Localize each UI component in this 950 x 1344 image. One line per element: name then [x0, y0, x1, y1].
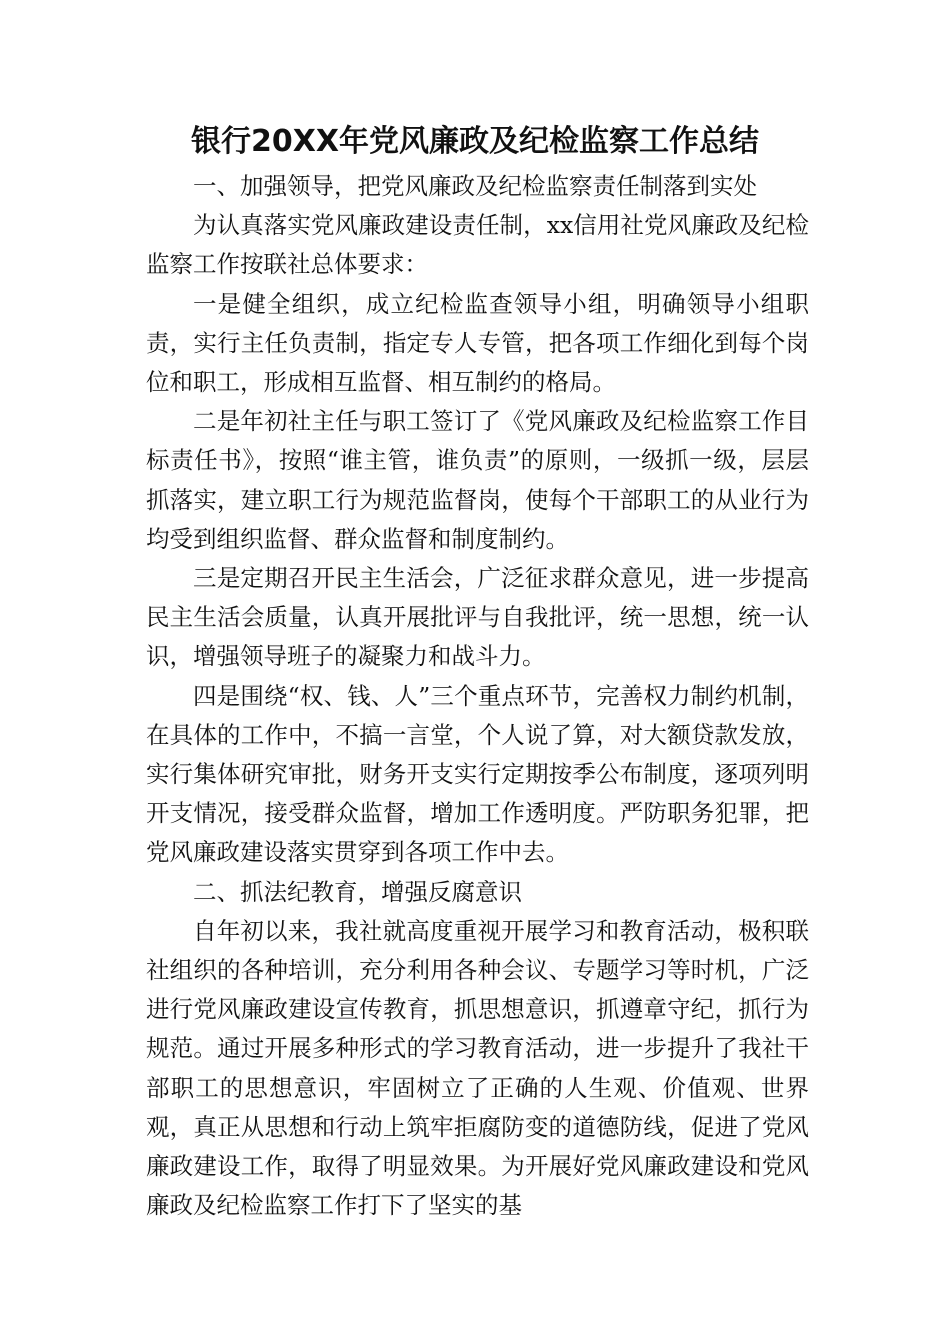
document-body: [146, 167, 809, 1225]
section-heading-1: 一、加强领导，把党风廉政及纪检监察责任制落到实处: [193, 172, 757, 200]
paragraph: 四是围绕“权、钱、人”三个重点环节，完善权力制约机制，在具体的工作中，不搞一言堂，个人说了算，对大额贷款发放，实行集体研究审批，财务开支实行定期按季公布制度，逐项列明开支情况，接受群众监督，增加工作透明度。严防职务犯罪，把党风廉政建设落实贯穿到各项工作中去。: [146, 681, 809, 867]
paragraph: 一是健全组织，成立纪检监查领导小组，明确领导小组职责，实行主任负责制，指定专人专管，把各项工作细化到每个岗位和职工，形成相互监督、相互制约的格局。: [146, 289, 809, 397]
paragraph: 三是定期召开民主生活会，广泛征求群众意见，进一步提高民主生活会质量，认真开展批评与自我批评，统一思想，统一认识，增强领导班子的凝聚力和战斗力。: [146, 564, 809, 671]
paragraph: 为认真落实党风廉政建设责任制，xx信用社党风廉政及纪检监察工作按联社总体要求：: [146, 211, 809, 279]
document-title: 银行20XX年党风廉政及纪检监察工作总结: [190, 124, 759, 159]
section-heading-2: 二、抓法纪教育，增强反腐意识: [193, 877, 522, 906]
paragraph: 二是年初社主任与职工签订了《党风廉政及纪检监察工作目标责任书》，按照“谁主管，谁负责”的原则，一级抓一级，层层抓落实，建立职工行为规范监督岗，使每个干部职工的从业行为均受到组织监督、群众监督和制度制约。: [146, 407, 809, 553]
paragraph: 自年初以来，我社就高度重视开展学习和教育活动，极积联社组织的各种培训，充分利用各种会议、专题学习等时机，广泛进行党风廉政建设宣传教育，抓思想意识，抓遵章守纪，抓行为规范。通过开展多种形式的学习教育活动，进一步提升了我社干部职工的思想意识，牢固树立了正确的人生观、价值观、世界观，真正从思想和行动上筑牢拒腐防变的道德防线，促进了党风廉政建设工作，取得了明显效果。为开展好党风廉政建设和党风廉政及纪检监察工作打下了坚实的基: [146, 916, 809, 1220]
